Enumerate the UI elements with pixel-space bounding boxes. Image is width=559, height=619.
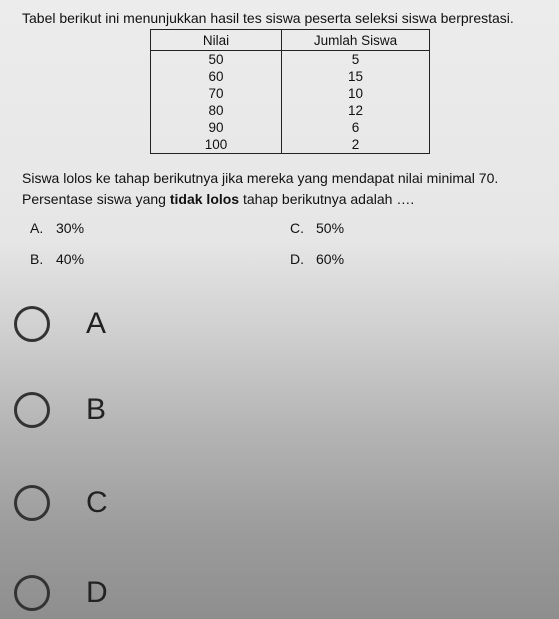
option-a-value: 30% bbox=[56, 220, 85, 236]
table-cell-jumlah: 15 bbox=[282, 68, 430, 85]
question-line-1: Siswa lolos ke tahap berikutnya jika mereka yang mendapat nilai minimal 70. bbox=[22, 170, 499, 186]
radio-button-d[interactable] bbox=[14, 575, 50, 611]
option-c-letter: C. bbox=[290, 220, 304, 236]
option-d bbox=[290, 251, 344, 267]
column-header-nilai: Nilai bbox=[151, 30, 282, 51]
option-b-letter: B. bbox=[30, 251, 44, 267]
table-cell-nilai: 90 bbox=[151, 119, 282, 136]
answer-choice-c-label[interactable]: C bbox=[86, 486, 108, 519]
radio-button-c[interactable] bbox=[14, 485, 50, 521]
radio-button-b[interactable] bbox=[14, 392, 50, 428]
table-cell-nilai: 70 bbox=[151, 85, 282, 102]
answer-choice-c[interactable] bbox=[14, 481, 108, 525]
option-d-letter: D. bbox=[290, 251, 304, 267]
score-table bbox=[150, 29, 430, 154]
question-line-2-start: Persentase siswa yang bbox=[22, 191, 170, 207]
table-cell-jumlah: 2 bbox=[282, 136, 430, 154]
question-line-2-end: tahap berikutnya adalah …. bbox=[239, 191, 415, 207]
table-row bbox=[151, 51, 430, 69]
option-a-letter: A. bbox=[30, 220, 44, 236]
option-c-value: 50% bbox=[316, 220, 345, 236]
table-cell-nilai: 60 bbox=[151, 68, 282, 85]
question-text bbox=[22, 168, 498, 210]
table-row bbox=[151, 136, 430, 154]
answer-choice-b-label[interactable]: B bbox=[86, 393, 107, 426]
column-header-jumlah-siswa: Jumlah Siswa bbox=[282, 30, 430, 51]
answer-choice-a[interactable] bbox=[14, 302, 106, 346]
question-emphasis: tidak lolos bbox=[169, 191, 240, 207]
table-cell-jumlah: 10 bbox=[282, 85, 430, 102]
radio-button-a[interactable] bbox=[14, 306, 50, 342]
option-c bbox=[290, 220, 344, 236]
answer-choice-d-label[interactable]: D bbox=[86, 576, 108, 609]
option-b-value: 40% bbox=[56, 251, 85, 267]
answer-choice-b[interactable] bbox=[14, 388, 106, 432]
intro-text: Tabel berikut ini menunjukkan hasil tes siswa peserta seleksi siswa berprestasi. bbox=[22, 10, 514, 26]
table-cell-nilai: 80 bbox=[151, 102, 282, 119]
table-row bbox=[151, 68, 430, 85]
table-row bbox=[151, 119, 430, 136]
option-b bbox=[30, 251, 84, 267]
table-cell-jumlah: 5 bbox=[282, 51, 430, 69]
table-cell-jumlah: 12 bbox=[282, 102, 430, 119]
table-cell-jumlah: 6 bbox=[282, 119, 430, 136]
table-row bbox=[151, 85, 430, 102]
answer-choice-d[interactable] bbox=[14, 571, 108, 615]
table-cell-nilai: 100 bbox=[151, 136, 282, 154]
table-cell-nilai: 50 bbox=[151, 51, 282, 69]
option-d-value: 60% bbox=[316, 251, 345, 267]
answer-choice-a-label[interactable]: A bbox=[86, 307, 107, 340]
question-line-2 bbox=[22, 189, 498, 210]
option-a bbox=[30, 220, 84, 236]
table-header-row bbox=[151, 30, 430, 51]
table-row bbox=[151, 102, 430, 119]
